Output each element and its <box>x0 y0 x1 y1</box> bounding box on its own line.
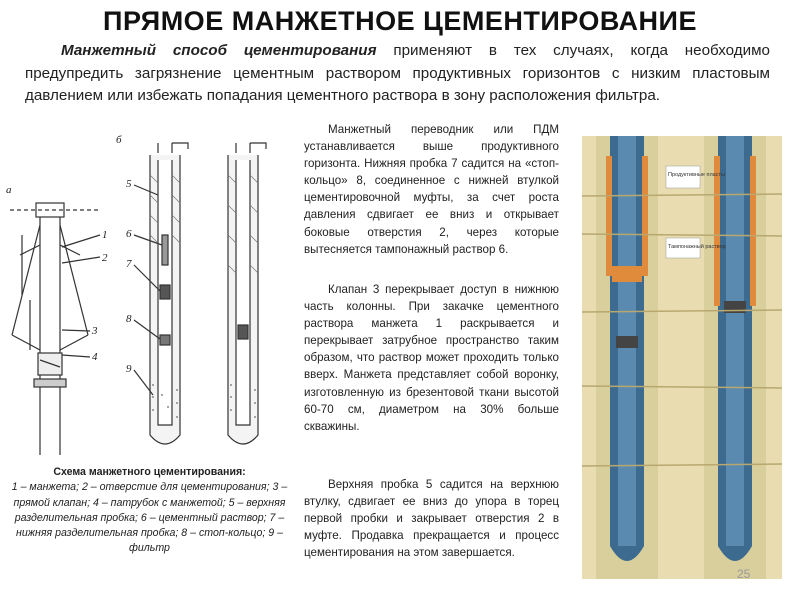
callout-5: 5 <box>126 178 132 190</box>
text-block-2 <box>304 281 559 435</box>
callout-7: 7 <box>126 258 132 270</box>
paragraph-1: Манжетный переводник или ПДМ устанавливается выше продуктивного горизонта. Нижняя пробка 7 садится на «стоп-кольцо» 8, соединенное с нижней втулкой цементировочной муфты, за счет роста давления сдвигает ее вниз и открывает боковые отверстия 2, через которые вытесняется тампонажный раствор 6. <box>304 123 559 256</box>
paragraph-2: Клапан 3 перекрывает доступ в нижнюю часть колонны. При закачке цементного раствора манжета 1 раскрывается и перекрывает затрубное пространство таким образом, что раствор может проходить только вверх. Манжета представляет собой воронку, изготовленную из брезентовой ткани высотой 60-70 см, диаметром на 30% больше скважины. <box>304 283 559 433</box>
callout-4: 4 <box>92 351 98 363</box>
text-block-1 <box>304 121 559 258</box>
photo-label-cement: Тампонажный раствор <box>668 244 726 250</box>
callout-2: 2 <box>102 252 108 264</box>
paragraph-3: Верхняя пробка 5 садится на верхнюю втулку, сдвигает ее вниз до упора в торец первой пробки и закрывает отверстия 2 в муфте. Продавка прекращается и процесс цементирования на этом завершается. <box>304 478 559 560</box>
callout-9: 9 <box>126 363 132 375</box>
well-photo-illustration <box>582 136 782 579</box>
intro-paragraph <box>25 40 770 108</box>
fig-b-label: б <box>116 135 122 146</box>
caption-items: 1 – манжета; 2 – отверстие для цементирования; 3 – прямой клапан; 4 – патрубок с манжетой; 5 – верхняя разделительная пробка; 6 – цементный раствор; 7 – нижняя разделительная пробка; 8 – стоп-кольцо; 9 – фильтр <box>11 481 288 555</box>
slide-title: ПРЯМОЕ МАНЖЕТНОЕ ЦЕМЕНТИРОВАНИЕ <box>103 6 697 36</box>
figure-caption <box>2 465 297 557</box>
callout-3: 3 <box>92 325 98 337</box>
callout-6: 6 <box>126 228 132 240</box>
text-block-3 <box>304 476 559 561</box>
callout-8: 8 <box>126 313 132 325</box>
intro-bold: Манжетный способ цементирования <box>61 42 377 59</box>
callout-1: 1 <box>102 229 108 241</box>
photo-label-productive: Продуктивные пласты <box>668 172 725 178</box>
fig-a-label: а <box>6 184 12 196</box>
intro-rest: применяют в тех случаях, когда необходимо предупредить загрязнение цементным раствором продуктивных горизонтов с низким пластовым давлением или избежать попадания цементного раствора в зону расположения фильтра. <box>25 42 770 104</box>
page-number: 25 <box>737 567 751 581</box>
cementing-schematic-drawing <box>0 135 300 465</box>
caption-title: Схема манжетного цементирования: <box>53 466 246 478</box>
